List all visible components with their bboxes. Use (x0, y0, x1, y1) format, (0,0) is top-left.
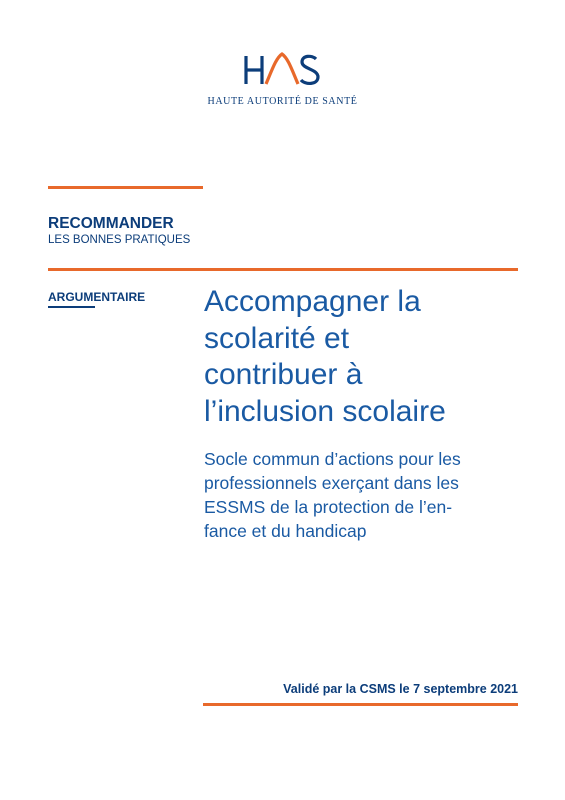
logo-subtitle: HAUTE AUTORITÉ DE SANTÉ (207, 96, 358, 107)
has-logo-mark (242, 50, 322, 90)
subtitle-line: Socle commun d’actions pour les (204, 449, 461, 469)
has-logo (200, 48, 365, 118)
main-title-line: contribuer à (204, 358, 363, 391)
subtitle (204, 447, 524, 543)
document-type: ARGUMENTAIRE (48, 290, 146, 304)
subtitle-line: professionnels exerçant dans les (204, 473, 459, 493)
collection-title: RECOMMANDER (48, 215, 174, 232)
main-title-line: Accompagner la (204, 285, 421, 318)
document-type-underline (48, 306, 95, 308)
collection-subtitle: LES BONNES PRATIQUES (48, 234, 191, 246)
main-title-line: scolarité et (204, 321, 350, 355)
middle-accent-rule (48, 268, 518, 271)
validation-date: Validé par la CSMS le 7 septembre 2021 (283, 682, 518, 696)
bottom-accent-rule (203, 703, 518, 706)
main-title (204, 284, 524, 430)
subtitle-line: ESSMS de la protection de l’en- (204, 497, 453, 517)
subtitle-line: fance et du handicap (204, 521, 367, 541)
main-title-line: l’inclusion scolaire (204, 394, 446, 428)
top-accent-rule (48, 186, 203, 189)
